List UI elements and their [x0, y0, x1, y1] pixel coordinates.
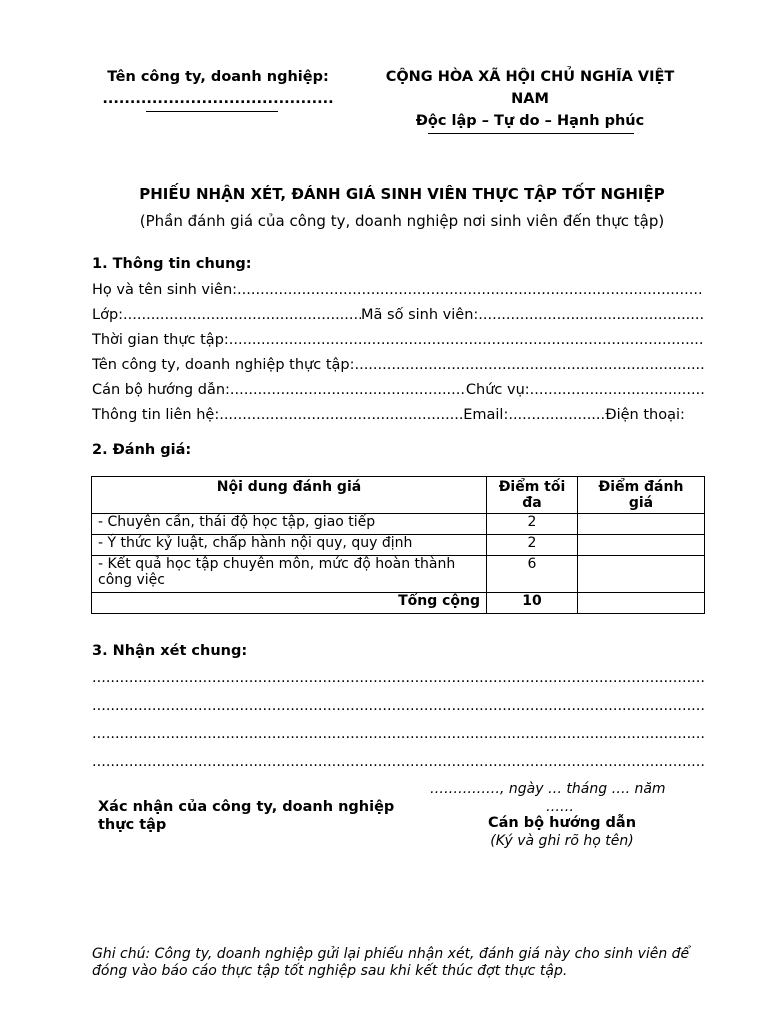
supervisor-title: Cán bộ hướng dẫn	[487, 815, 637, 831]
row-content: - Chuyên cần, thái độ học tập, giao tiếp	[92, 514, 487, 535]
field-student-name[interactable]	[92, 282, 704, 298]
table-row	[92, 535, 705, 556]
field-label: Chức vụ:	[465, 382, 530, 398]
field-supervisor-row[interactable]	[92, 382, 704, 398]
table-header-row	[92, 477, 705, 514]
fill-dots	[530, 382, 704, 398]
header-content: Nội dung đánh giá	[92, 477, 487, 514]
field-label: Cán bộ hướng dẫn:	[92, 382, 230, 398]
table-total-row	[92, 593, 705, 614]
header-score: Điểm đánh giá	[578, 477, 705, 514]
row-max: 2	[487, 514, 578, 535]
footer-note: Ghi chú: Công ty, doanh nghiệp gửi lại phiếu nhận xét, đánh giá này cho sinh viên để đóng vào báo cáo thực tập tốt nghiệp sau khi kết thúc đợt thực tập.	[92, 946, 690, 979]
field-label: Họ và tên sinh viên:	[92, 282, 238, 298]
company-confirmation-title: Xác nhận của công ty, doanh nghiệp thực tập	[98, 799, 395, 833]
date-line-cont: ……	[546, 799, 574, 815]
row-max: 6	[487, 556, 578, 593]
page-subtitle: (Phần đánh giá của công ty, doanh nghiệp nơi sinh viên đến thực tập)	[139, 212, 665, 230]
field-contact-row[interactable]	[92, 407, 704, 423]
fill-dots	[229, 332, 704, 348]
field-intern-time[interactable]	[92, 332, 704, 348]
field-label: Lớp:	[92, 307, 124, 323]
fill-dots	[230, 382, 466, 398]
field-label: Điện thoại:	[605, 407, 685, 423]
field-label: Thời gian thực tập:	[92, 332, 229, 348]
section-1-heading: 1. Thông tin chung:	[92, 256, 252, 272]
row-max: 2	[487, 535, 578, 556]
row-score-cell[interactable]	[578, 514, 705, 535]
fill-dots	[508, 407, 605, 423]
field-label: Thông tin liên hệ:	[92, 407, 220, 423]
company-underline	[146, 111, 278, 112]
motto: Độc lập – Tự do – Hạnh phúc	[415, 113, 645, 129]
evaluation-table	[91, 476, 705, 614]
fill-dots	[123, 307, 361, 323]
row-content: - Kết quả học tập chuyên môn, mức độ hoàn thành công việc	[92, 556, 487, 593]
section-3-heading: 3. Nhận xét chung:	[92, 643, 248, 659]
comment-line-4[interactable]	[92, 754, 704, 770]
company-header	[88, 66, 348, 110]
row-content: - Ý thức kỷ luật, chấp hành nội quy, quy định	[92, 535, 487, 556]
section-2-heading: 2. Đánh giá:	[92, 442, 192, 458]
nation-header	[360, 66, 700, 132]
total-value: 10	[487, 593, 578, 614]
fill-dots	[219, 407, 463, 423]
table-row	[92, 556, 705, 593]
fill-dots	[237, 282, 704, 298]
fill-dots	[478, 307, 704, 323]
nation-line-2: NAM	[511, 91, 549, 107]
nation-line-1: CỘNG HÒA XÃ HỘI CHỦ NGHĨA VIỆT	[385, 69, 675, 85]
motto-underline	[428, 133, 634, 134]
total-score-cell[interactable]	[578, 593, 705, 614]
comment-line-2[interactable]	[92, 698, 704, 714]
page-title: PHIẾU NHẬN XÉT, ĐÁNH GIÁ SINH VIÊN THỰC TẬP TỐT NGHIỆP	[139, 185, 665, 203]
header-max-score: Điểm tối đa	[487, 477, 578, 514]
date-line: ……………, ngày … tháng …. năm	[430, 781, 666, 797]
table-row	[92, 514, 705, 535]
row-score-cell[interactable]	[578, 556, 705, 593]
comment-line-1[interactable]	[92, 670, 704, 686]
comment-line-3[interactable]	[92, 726, 704, 742]
company-dots: ..........................................	[102, 91, 334, 107]
field-label: Mã số sinh viên:	[361, 307, 479, 323]
field-label: Email:	[463, 407, 509, 423]
total-label: Tổng cộng	[92, 593, 487, 614]
supervisor-subtitle: (Ký và ghi rõ họ tên)	[490, 833, 634, 849]
row-score-cell[interactable]	[578, 535, 705, 556]
field-class-row[interactable]	[92, 307, 704, 323]
fill-dots	[354, 357, 704, 373]
field-label: Tên công ty, doanh nghiệp thực tập:	[92, 357, 355, 373]
company-label: Tên công ty, doanh nghiệp:	[107, 69, 329, 85]
field-intern-company[interactable]	[92, 357, 704, 373]
